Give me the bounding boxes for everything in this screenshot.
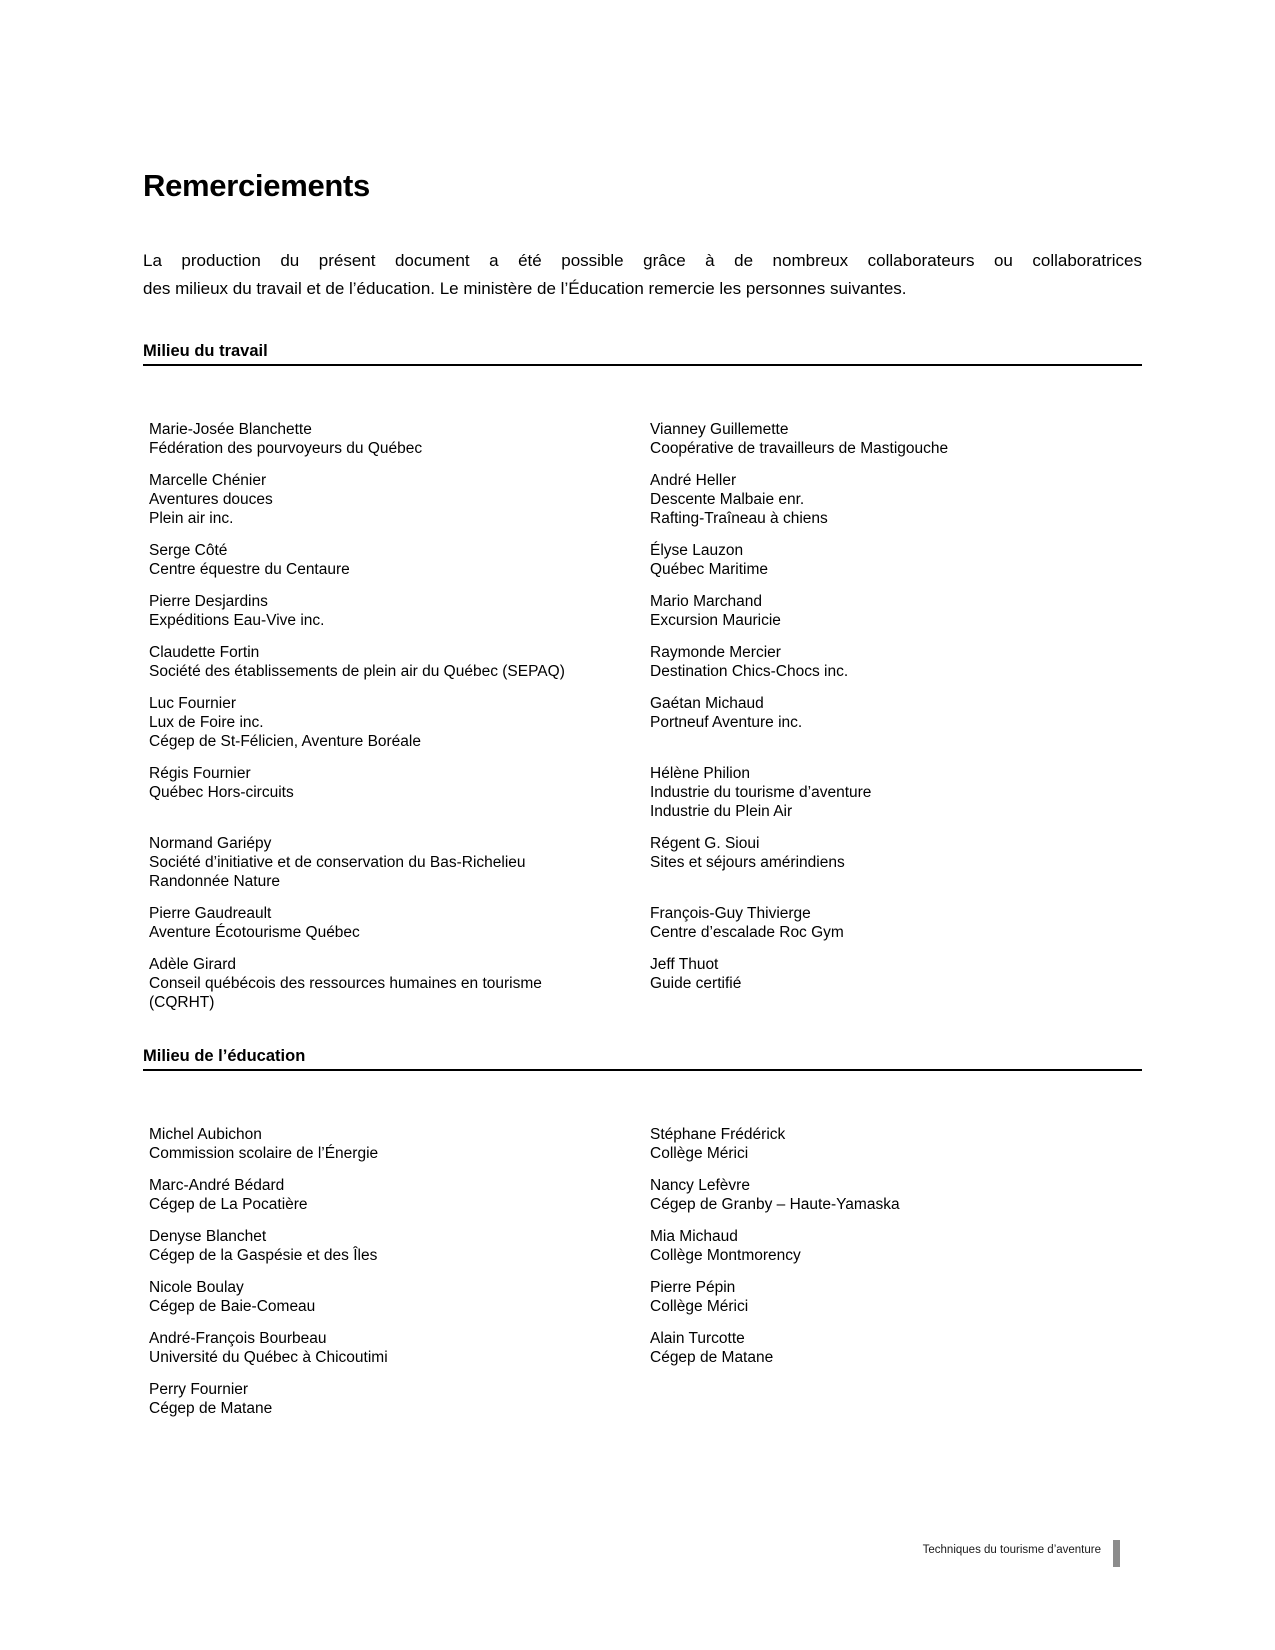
column-right: [650, 592, 1142, 630]
person-entry: [650, 694, 1142, 732]
person-org-line: Cégep de Baie-Comeau: [149, 1297, 316, 1315]
person-name: Marie-Josée Blanchette: [149, 420, 312, 438]
person-name: Nicole Boulay: [149, 1278, 244, 1296]
person-name: Denyse Blanchet: [149, 1227, 267, 1245]
person-org-line: Aventure Écotourisme Québec: [149, 923, 360, 941]
column-right: [650, 541, 1142, 579]
sections-container: [143, 343, 1142, 1418]
person-entry: [149, 420, 650, 458]
person-org-line: Commission scolaire de l’Énergie: [149, 1144, 379, 1162]
section-heading: Milieu de l’éducation: [143, 1048, 1142, 1071]
person-entry: [149, 471, 650, 528]
person-org-line: Industrie du Plein Air: [650, 802, 793, 820]
person-name: Perry Fournier: [149, 1380, 249, 1398]
column-right: [650, 420, 1142, 458]
person-entry: [149, 1380, 650, 1418]
person-name: Marcelle Chénier: [149, 471, 267, 489]
column-left: [149, 643, 650, 681]
column-right: [650, 1329, 1142, 1367]
person-entry: [149, 955, 650, 1012]
person-name: Alain Turcotte: [650, 1329, 745, 1347]
person-org-line: Cégep de Matane: [149, 1399, 273, 1417]
person-name: Pierre Gaudreault: [149, 904, 272, 922]
acknowledgment-row: [149, 955, 1142, 1012]
person-entry: [650, 834, 1142, 872]
person-org-line: (CQRHT): [149, 993, 215, 1011]
person-name: Normand Gariépy: [149, 834, 272, 852]
acknowledgment-row: [149, 694, 1142, 751]
acknowledgment-row: [149, 541, 1142, 579]
person-name: Vianney Guillemette: [650, 420, 789, 438]
column-right: [650, 834, 1142, 891]
acknowledgment-row: [149, 1380, 1142, 1418]
person-org-line: Société d’initiative et de conservation du Bas-Richelieu: [149, 853, 526, 871]
person-entry: [650, 541, 1142, 579]
person-entry: [149, 694, 650, 751]
person-entry: [650, 592, 1142, 630]
column-left: [149, 541, 650, 579]
person-org-line: Coopérative de travailleurs de Mastigouche: [650, 439, 949, 457]
person-name: Élyse Lauzon: [650, 541, 744, 559]
person-org-line: Aventures douces: [149, 490, 273, 508]
footer-text: Techniques du tourisme d’aventure: [922, 1544, 1101, 1556]
person-name: André-François Bourbeau: [149, 1329, 327, 1347]
column-right: [650, 955, 1142, 1012]
column-right: [650, 694, 1142, 751]
column-left: [149, 904, 650, 942]
person-entry: [650, 420, 1142, 458]
person-org-line: Conseil québécois des ressources humaines en tourisme: [149, 974, 542, 992]
column-right: [650, 1227, 1142, 1265]
person-org-line: Collège Mérici: [650, 1297, 749, 1315]
person-org-line: Lux de Foire inc.: [149, 713, 264, 731]
intro-line: La production du présent document a été possible grâce à de nombreux collaborateurs ou collaboratrices: [143, 250, 1142, 270]
column-left: [149, 1329, 650, 1367]
column-left: [149, 1380, 650, 1418]
person-name: Mario Marchand: [650, 592, 762, 610]
person-org-line: Portneuf Aventure inc.: [650, 713, 803, 731]
person-name: Luc Fournier: [149, 694, 237, 712]
person-name: François-Guy Thivierge: [650, 904, 811, 922]
person-entry: [650, 1176, 1142, 1214]
person-org-line: Société des établissements de plein air du Québec (SEPAQ): [149, 662, 565, 680]
acknowledgment-row: [149, 764, 1142, 821]
person-name: Raymonde Mercier: [650, 643, 781, 661]
acknowledgment-section: [143, 343, 1142, 1012]
column-left: [149, 592, 650, 630]
person-org-line: Destination Chics-Chocs inc.: [650, 662, 849, 680]
person-org-line: Québec Maritime: [650, 560, 769, 578]
person-name: Serge Côté: [149, 541, 228, 559]
person-org-line: Excursion Mauricie: [650, 611, 781, 629]
person-name: Nancy Lefèvre: [650, 1176, 750, 1194]
person-org-line: Expéditions Eau-Vive inc.: [149, 611, 325, 629]
person-name: Pierre Pépin: [650, 1278, 736, 1296]
person-name: Adèle Girard: [149, 955, 237, 973]
page-content: [143, 0, 1142, 1431]
person-org-line: Collège Mérici: [650, 1144, 749, 1162]
person-org-line: Sites et séjours amérindiens: [650, 853, 845, 871]
person-entry: [149, 643, 650, 681]
acknowledgment-row: [149, 1329, 1142, 1367]
person-entry: [149, 1278, 650, 1316]
person-org-line: Québec Hors-circuits: [149, 783, 294, 801]
person-org-line: Centre équestre du Centaure: [149, 560, 350, 578]
person-name: Claudette Fortin: [149, 643, 260, 661]
column-left: [149, 1278, 650, 1316]
person-entry: [650, 764, 1142, 821]
column-right: [650, 1176, 1142, 1214]
person-org-line: Cégep de St-Félicien, Aventure Boréale: [149, 732, 421, 750]
section-heading: Milieu du travail: [143, 343, 1142, 366]
person-org-line: Cégep de la Gaspésie et des Îles: [149, 1246, 378, 1264]
person-entry: [650, 955, 1142, 993]
acknowledgment-row: [149, 904, 1142, 942]
acknowledgment-row: [149, 471, 1142, 528]
section-rows: [143, 1125, 1142, 1418]
acknowledgment-row: [149, 592, 1142, 630]
person-entry: [149, 592, 650, 630]
person-entry: [149, 1227, 650, 1265]
person-org-line: Plein air inc.: [149, 509, 234, 527]
person-name: Michel Aubichon: [149, 1125, 262, 1143]
section-rows: [143, 420, 1142, 1012]
person-entry: [149, 764, 650, 802]
person-org-line: Université du Québec à Chicoutimi: [149, 1348, 388, 1366]
person-org-line: Cégep de Matane: [650, 1348, 774, 1366]
acknowledgment-row: [149, 834, 1142, 891]
person-org-line: Collège Montmorency: [650, 1246, 801, 1264]
acknowledgment-row: [149, 1227, 1142, 1265]
person-entry: [650, 1125, 1142, 1163]
person-name: Régis Fournier: [149, 764, 251, 782]
person-org-line: Cégep de Granby – Haute-Yamaska: [650, 1195, 900, 1213]
column-right: [650, 764, 1142, 821]
person-entry: [650, 643, 1142, 681]
column-left: [149, 694, 650, 751]
column-left: [149, 1176, 650, 1214]
person-name: Jeff Thuot: [650, 955, 719, 973]
page-title: Remerciements: [143, 167, 370, 203]
person-entry: [650, 904, 1142, 942]
column-left: [149, 420, 650, 458]
column-right: [650, 643, 1142, 681]
person-org-line: Industrie du tourisme d’aventure: [650, 783, 872, 801]
person-org-line: Cégep de La Pocatière: [149, 1195, 308, 1213]
column-left: [149, 764, 650, 821]
person-org-line: Descente Malbaie enr.: [650, 490, 805, 508]
column-left: [149, 1227, 650, 1265]
column-right: [650, 904, 1142, 942]
person-entry: [149, 1176, 650, 1214]
intro-line: des milieux du travail et de l’éducation. Le ministère de l’Éducation remercie les personnes suivantes.: [143, 278, 907, 298]
person-entry: [149, 541, 650, 579]
person-entry: [149, 904, 650, 942]
person-org-line: Guide certifié: [650, 974, 742, 992]
person-entry: [149, 834, 650, 891]
person-entry: [650, 1329, 1142, 1367]
person-name: Marc-André Bédard: [149, 1176, 285, 1194]
person-entry: [650, 471, 1142, 528]
person-org-line: Rafting-Traîneau à chiens: [650, 509, 828, 527]
acknowledgment-row: [149, 643, 1142, 681]
page-footer: [923, 1540, 1120, 1567]
footer-bar-mark: [1113, 1540, 1120, 1567]
person-entry: [149, 1125, 650, 1163]
acknowledgment-section: [143, 1048, 1142, 1418]
column-left: [149, 834, 650, 891]
column-left: [149, 1125, 650, 1163]
person-name: Pierre Desjardins: [149, 592, 268, 610]
person-name: Gaétan Michaud: [650, 694, 764, 712]
acknowledgment-row: [149, 1176, 1142, 1214]
person-name: Mia Michaud: [650, 1227, 738, 1245]
column-left: [149, 471, 650, 528]
acknowledgment-row: [149, 1125, 1142, 1163]
column-right: [650, 471, 1142, 528]
person-org-line: Randonnée Nature: [149, 872, 280, 890]
person-name: Régent G. Sioui: [650, 834, 760, 852]
column-left: [149, 955, 650, 1012]
acknowledgment-row: [149, 420, 1142, 458]
person-name: Stéphane Frédérick: [650, 1125, 786, 1143]
column-right: [650, 1125, 1142, 1163]
person-name: Hélène Philion: [650, 764, 750, 782]
person-org-line: Fédération des pourvoyeurs du Québec: [149, 439, 423, 457]
person-entry: [650, 1227, 1142, 1265]
person-entry: [149, 1329, 650, 1367]
column-right: [650, 1278, 1142, 1316]
intro-paragraph: [143, 247, 1142, 303]
acknowledgment-row: [149, 1278, 1142, 1316]
column-right: [650, 1380, 1142, 1418]
person-name: André Heller: [650, 471, 737, 489]
person-org-line: Centre d’escalade Roc Gym: [650, 923, 844, 941]
person-entry: [650, 1278, 1142, 1316]
